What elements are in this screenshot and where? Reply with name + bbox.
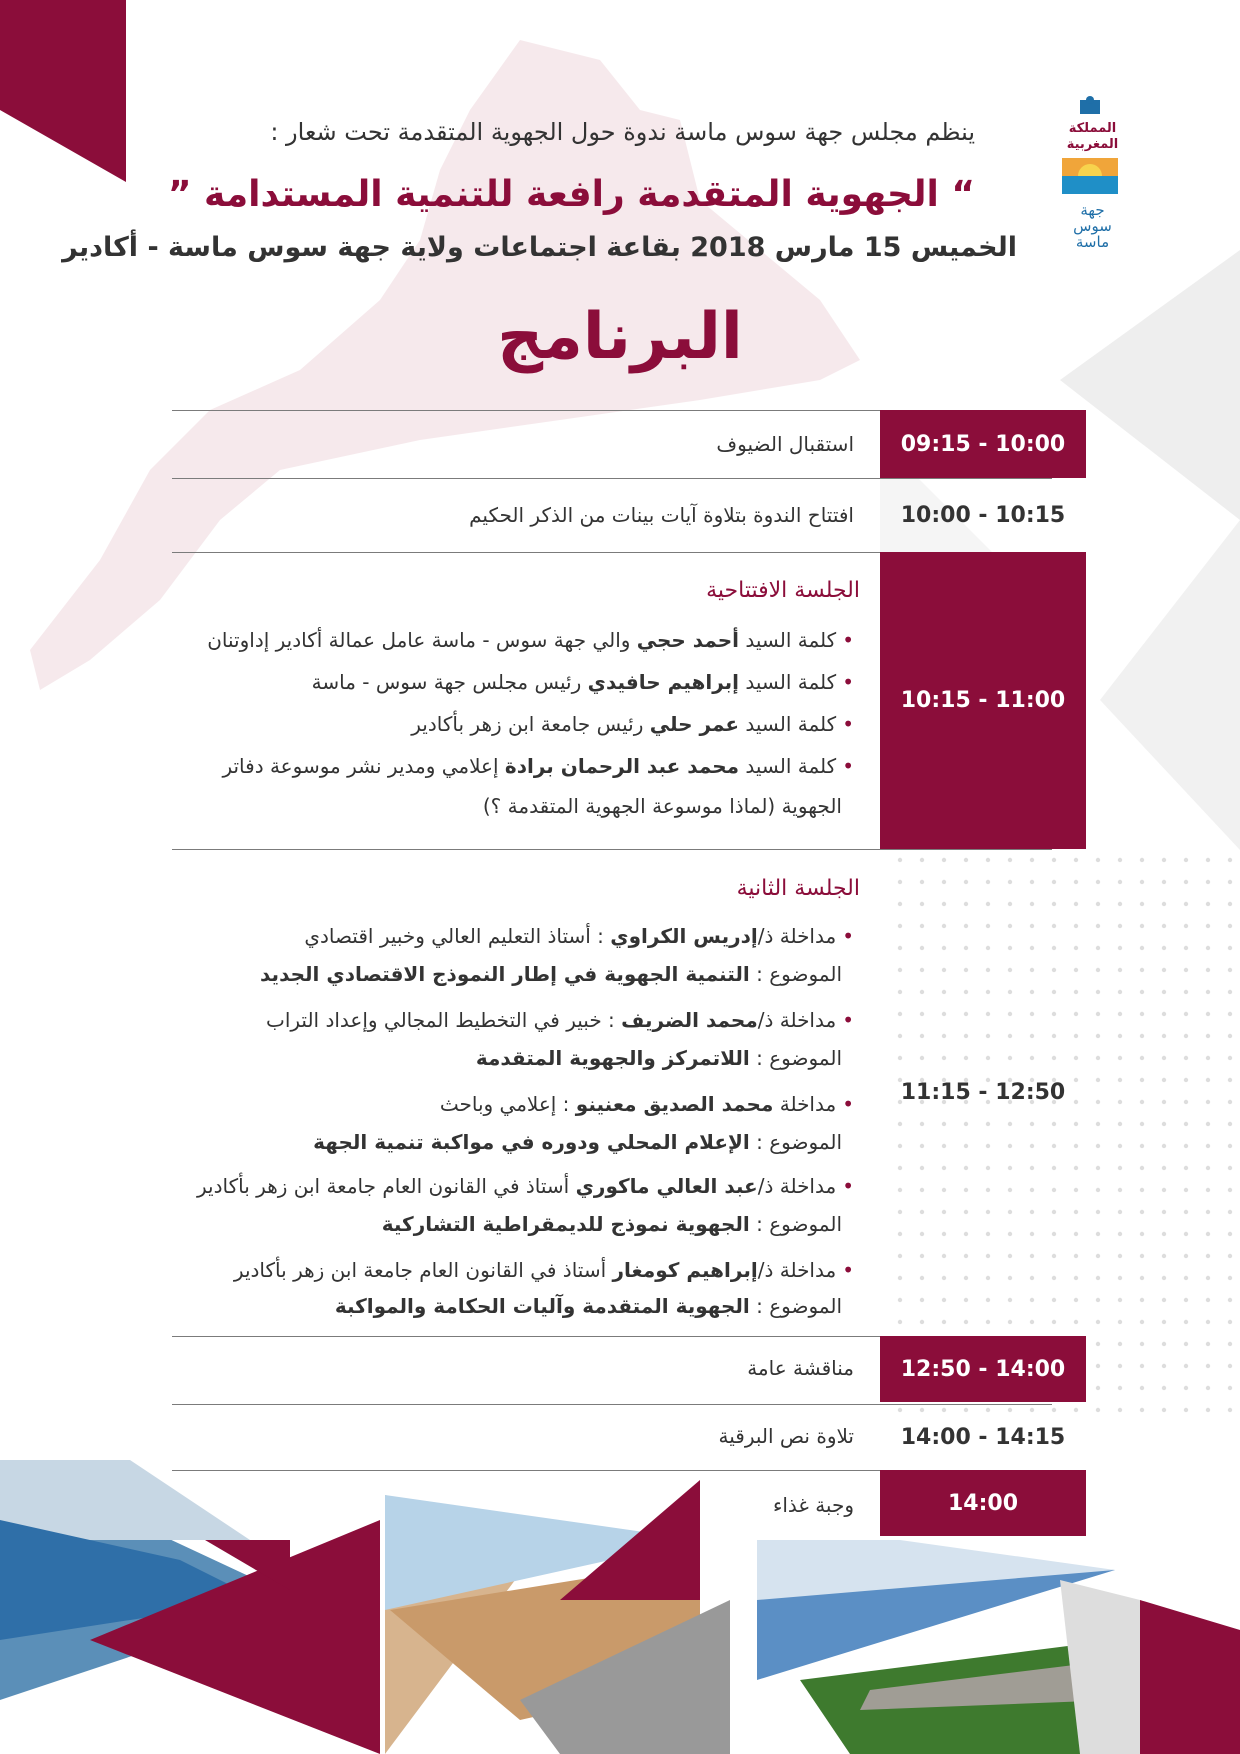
- time-session1: 10:15 - 11:00: [880, 552, 1086, 849]
- item-prefix: مداخلة ذ/: [757, 1258, 837, 1282]
- logo-region-line3: ماسة: [1075, 233, 1110, 251]
- bullet-icon: •: [842, 1092, 854, 1116]
- time-row6: 14:00 - 14:15: [900, 1424, 1066, 1450]
- item-prefix: مداخلة ذ/: [757, 924, 837, 948]
- topic-label: الموضوع :: [756, 1130, 842, 1154]
- session1-continuation: الجهوية (لماذا موسوعة الجهوية المتقدمة ؟): [482, 794, 842, 818]
- speaker-role: رئيس مجلس جهة سوس - ماسة: [311, 670, 582, 694]
- bottom-right-triangle: [1140, 1600, 1240, 1754]
- speaker-role: : أستاذ التعليم العالي وخبير اقتصادي: [304, 924, 604, 948]
- item-prefix: مداخلة ذ/: [757, 1008, 837, 1032]
- item-prefix: كلمة السيد: [745, 670, 837, 694]
- label-row1: استقبال الضيوف: [716, 432, 854, 456]
- logo-region-line1: جهة: [1080, 201, 1105, 219]
- session2-item: [304, 924, 854, 948]
- speaker-name: عبد العالي ماكوري: [575, 1174, 758, 1198]
- session2-topic: [335, 1294, 842, 1318]
- time-row7: 14:00: [880, 1470, 1086, 1536]
- topic-label: الموضوع :: [756, 1046, 842, 1070]
- speaker-name: محمد عبد الرحمان برادة: [504, 754, 740, 778]
- speaker-role: أستاذ في القانون العام جامعة ابن زهر بأكادير: [197, 1174, 570, 1198]
- topic-text: الجهوية نموذج للديمقراطية التشاركية: [381, 1212, 750, 1236]
- speaker-name: عمر حلي: [649, 712, 740, 736]
- intro-line: ينظم مجلس جهة سوس ماسة ندوة حول الجهوية المتقدمة تحت شعار :: [270, 118, 975, 146]
- speaker-name: محمد الصديق معنينو: [575, 1092, 774, 1116]
- speaker-name: إدريس الكراوي: [610, 924, 758, 948]
- session2-topic: [382, 1212, 842, 1236]
- time-session2: 11:15 - 12:50: [900, 1080, 1066, 1105]
- label-row5: مناقشة عامة: [747, 1356, 854, 1380]
- session2-title: الجلسة الثانية: [736, 876, 860, 901]
- speaker-role: رئيس جامعة ابن زهر بأكادير: [411, 712, 644, 736]
- speaker-role: : خبير في التخطيط المجالي وإعداد التراب: [265, 1008, 615, 1032]
- speaker-role: أستاذ في القانون العام جامعة ابن زهر بأكادير: [233, 1258, 607, 1282]
- bullet-icon: •: [842, 754, 854, 778]
- speaker-role: إعلامي ومدير نشر موسوعة دفاتر: [222, 754, 499, 778]
- speaker-role: : إعلامي وباحث: [439, 1092, 570, 1116]
- session2-item: [266, 1008, 854, 1032]
- bullet-icon: •: [842, 670, 854, 694]
- speaker-name: أحمد حجي: [636, 628, 740, 652]
- logo-kingdom-line1: المملكة: [1068, 121, 1117, 136]
- label-row2: افتتاح الندوة بتلاوة آيات بينات من الذكر الحكيم: [469, 503, 854, 527]
- session1-item: [312, 670, 854, 694]
- event-dateline: الخميس 15 مارس 2018 بقاعة اجتماعات ولاية جهة سوس ماسة - أكادير: [62, 232, 1017, 263]
- session2-topic: [313, 1130, 842, 1154]
- label-row6: تلاوة نص البرقية: [718, 1424, 854, 1448]
- program-title: البرنامج: [497, 300, 743, 374]
- crown-icon: [1080, 96, 1100, 114]
- logo-kingdom-line2: المغربية: [1066, 137, 1119, 152]
- topic-text: الجهوية المتقدمة وآليات الحكامة والمواكبة: [334, 1294, 750, 1318]
- session1-item: [207, 628, 854, 652]
- bullet-icon: •: [842, 1008, 854, 1032]
- time-row2: 10:00 - 10:15: [900, 502, 1066, 528]
- time-row1: 09:15 - 10:00: [880, 410, 1086, 478]
- speaker-name: إبراهيم حافيدي: [587, 670, 740, 694]
- slogan: “ الجهوية المتقدمة رافعة للتنمية المستدامة ”: [167, 174, 975, 215]
- topic-label: الموضوع :: [756, 962, 842, 986]
- topic-text: اللاتمركز والجهوية المتقدمة: [475, 1046, 750, 1070]
- session2-topic: [476, 1046, 842, 1070]
- item-prefix: مداخلة: [779, 1092, 837, 1116]
- topic-label: الموضوع :: [756, 1294, 842, 1318]
- top-left-triangle: [0, 0, 126, 182]
- item-prefix: مداخلة ذ/: [757, 1174, 837, 1198]
- bullet-icon: •: [842, 924, 854, 948]
- bullet-icon: •: [842, 1258, 854, 1282]
- speaker-name: إبراهيم كومغار: [612, 1258, 758, 1282]
- bullet-icon: •: [842, 1174, 854, 1198]
- time-row5: 12:50 - 14:00: [880, 1336, 1086, 1402]
- item-prefix: كلمة السيد: [745, 628, 837, 652]
- bullet-icon: •: [842, 712, 854, 736]
- bullet-icon: •: [842, 628, 854, 652]
- session1-title: الجلسة الافتتاحية: [706, 578, 860, 603]
- session1-item: [222, 754, 854, 778]
- session2-item: [197, 1174, 854, 1198]
- speaker-name: محمد الضريف: [621, 1008, 758, 1032]
- topic-label: الموضوع :: [756, 1212, 842, 1236]
- speaker-role: والي جهة سوس - ماسة عامل عمالة أكادير إداوتنان: [207, 628, 631, 652]
- label-row7: وجبة غذاء: [772, 1493, 854, 1517]
- session1-item: [411, 712, 854, 736]
- topic-text: الإعلام المحلي ودوره في مواكبة تنمية الجهة: [313, 1130, 750, 1154]
- session2-item: [234, 1258, 854, 1282]
- logo-region-line2: سوس: [1073, 217, 1112, 235]
- item-prefix: كلمة السيد: [745, 754, 837, 778]
- topic-text: التنمية الجهوية في إطار النموذج الاقتصادي الجديد: [260, 962, 750, 986]
- session2-item: [440, 1092, 854, 1116]
- item-prefix: كلمة السيد: [745, 712, 837, 736]
- session2-topic: [260, 962, 842, 986]
